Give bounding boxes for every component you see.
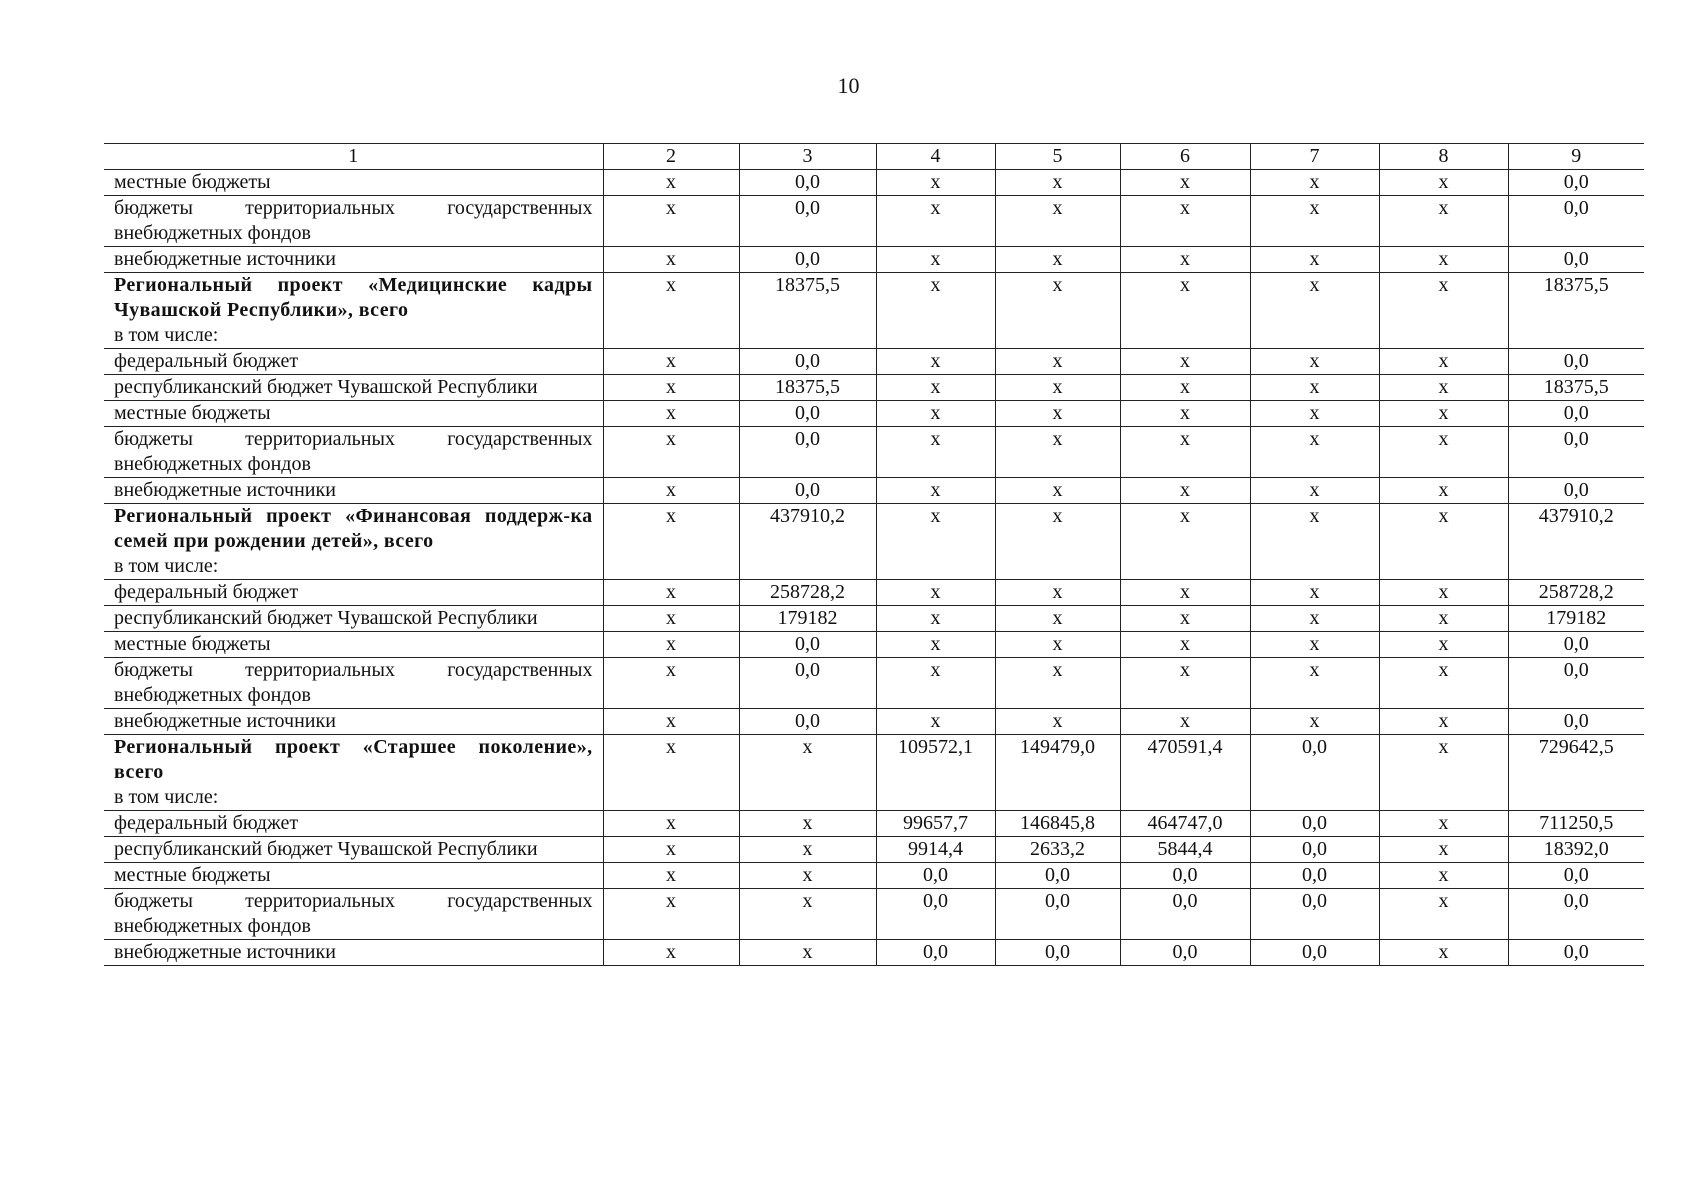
value-cell: x bbox=[1120, 427, 1250, 478]
value-cell: 0,0 bbox=[1508, 401, 1644, 427]
row-label-cell: внебюджетные источники bbox=[104, 940, 603, 966]
value-cell: x bbox=[1379, 889, 1508, 940]
column-number-3: 3 bbox=[739, 144, 876, 170]
value-cell: 0,0 bbox=[1250, 889, 1379, 940]
row-label-cell: внебюджетные источники bbox=[104, 478, 603, 504]
row-label-cell: федеральный бюджет bbox=[104, 811, 603, 837]
value-cell: x bbox=[1250, 580, 1379, 606]
table-row bbox=[104, 427, 1644, 478]
value-cell: x bbox=[1379, 273, 1508, 349]
table-row bbox=[104, 709, 1644, 735]
value-cell: x bbox=[1379, 247, 1508, 273]
value-cell: x bbox=[603, 837, 739, 863]
value-cell: x bbox=[1250, 632, 1379, 658]
value-cell: 0,0 bbox=[739, 401, 876, 427]
value-cell: 0,0 bbox=[1508, 427, 1644, 478]
value-cell: x bbox=[739, 735, 876, 811]
row-label-cell: федеральный бюджет bbox=[104, 580, 603, 606]
value-cell: x bbox=[603, 606, 739, 632]
project-row bbox=[104, 273, 1644, 349]
value-cell: 0,0 bbox=[1508, 349, 1644, 375]
row-label-cell: внебюджетные источники bbox=[104, 247, 603, 273]
value-cell: x bbox=[603, 196, 739, 247]
value-cell: x bbox=[1120, 196, 1250, 247]
column-number-1: 1 bbox=[104, 144, 603, 170]
project-title: Региональный проект «Финансовая поддерж-ка семей при рождении детей», всего bbox=[114, 505, 593, 552]
value-cell: x bbox=[1250, 427, 1379, 478]
value-cell: 0,0 bbox=[1508, 196, 1644, 247]
table-header-row bbox=[104, 144, 1644, 170]
value-cell: x bbox=[876, 580, 995, 606]
project-row bbox=[104, 504, 1644, 580]
value-cell: 18375,5 bbox=[739, 375, 876, 401]
value-cell: x bbox=[995, 349, 1120, 375]
value-cell: x bbox=[1250, 247, 1379, 273]
row-label-cell: местные бюджеты bbox=[104, 170, 603, 196]
value-cell: 0,0 bbox=[1120, 863, 1250, 889]
value-cell: x bbox=[1250, 273, 1379, 349]
value-cell: x bbox=[1250, 375, 1379, 401]
value-cell: x bbox=[876, 196, 995, 247]
value-cell: x bbox=[1250, 478, 1379, 504]
value-cell: x bbox=[739, 889, 876, 940]
project-subtitle: в том числе: bbox=[114, 324, 219, 346]
value-cell: x bbox=[995, 632, 1120, 658]
table-row bbox=[104, 863, 1644, 889]
value-cell: x bbox=[603, 273, 739, 349]
row-label-cell: бюджеты территориальных государственных внебюджетных фондов bbox=[104, 196, 603, 247]
value-cell: x bbox=[1120, 580, 1250, 606]
value-cell: x bbox=[995, 401, 1120, 427]
row-label-cell: федеральный бюджет bbox=[104, 349, 603, 375]
value-cell: x bbox=[995, 658, 1120, 709]
value-cell: 437910,2 bbox=[739, 504, 876, 580]
value-cell: x bbox=[1379, 735, 1508, 811]
project-subtitle: в том числе: bbox=[114, 555, 219, 577]
value-cell: 0,0 bbox=[1250, 863, 1379, 889]
value-cell: x bbox=[603, 504, 739, 580]
table-row bbox=[104, 478, 1644, 504]
value-cell: x bbox=[603, 863, 739, 889]
value-cell: 146845,8 bbox=[995, 811, 1120, 837]
value-cell: x bbox=[1120, 247, 1250, 273]
value-cell: x bbox=[603, 580, 739, 606]
value-cell: x bbox=[1379, 401, 1508, 427]
value-cell: 179182 bbox=[1508, 606, 1644, 632]
budget-table bbox=[104, 143, 1644, 966]
row-label-cell: бюджеты территориальных государственных внебюджетных фондов bbox=[104, 658, 603, 709]
value-cell: x bbox=[876, 401, 995, 427]
value-cell: x bbox=[603, 889, 739, 940]
value-cell: x bbox=[1379, 940, 1508, 966]
value-cell: x bbox=[1379, 478, 1508, 504]
value-cell: x bbox=[995, 273, 1120, 349]
value-cell: x bbox=[1250, 709, 1379, 735]
value-cell: x bbox=[1379, 709, 1508, 735]
value-cell: x bbox=[1379, 580, 1508, 606]
value-cell: x bbox=[876, 247, 995, 273]
value-cell: x bbox=[1379, 375, 1508, 401]
value-cell: x bbox=[876, 658, 995, 709]
project-title: Региональный проект «Старшее поколение», всего bbox=[114, 736, 593, 783]
table-row bbox=[104, 580, 1644, 606]
value-cell: 0,0 bbox=[1508, 170, 1644, 196]
value-cell: x bbox=[1120, 658, 1250, 709]
value-cell: 0,0 bbox=[1508, 889, 1644, 940]
value-cell: 9914,4 bbox=[876, 837, 995, 863]
value-cell: x bbox=[995, 580, 1120, 606]
value-cell: 0,0 bbox=[995, 863, 1120, 889]
value-cell: 0,0 bbox=[1120, 940, 1250, 966]
value-cell: x bbox=[1250, 504, 1379, 580]
value-cell: 0,0 bbox=[739, 709, 876, 735]
value-cell: x bbox=[1120, 709, 1250, 735]
table-row bbox=[104, 349, 1644, 375]
value-cell: 0,0 bbox=[876, 863, 995, 889]
value-cell: x bbox=[1379, 658, 1508, 709]
table-row bbox=[104, 837, 1644, 863]
value-cell: x bbox=[995, 427, 1120, 478]
value-cell: x bbox=[603, 709, 739, 735]
value-cell: 0,0 bbox=[1508, 632, 1644, 658]
table-row bbox=[104, 170, 1644, 196]
row-label-cell: внебюджетные источники bbox=[104, 709, 603, 735]
value-cell: 729642,5 bbox=[1508, 735, 1644, 811]
table-row bbox=[104, 940, 1644, 966]
table-row bbox=[104, 632, 1644, 658]
value-cell: x bbox=[1120, 273, 1250, 349]
column-number-9: 9 bbox=[1508, 144, 1644, 170]
table-row bbox=[104, 375, 1644, 401]
value-cell: x bbox=[603, 349, 739, 375]
value-cell: x bbox=[995, 504, 1120, 580]
value-cell: 258728,2 bbox=[1508, 580, 1644, 606]
value-cell: x bbox=[876, 606, 995, 632]
value-cell: x bbox=[1250, 196, 1379, 247]
column-number-5: 5 bbox=[995, 144, 1120, 170]
value-cell: x bbox=[995, 196, 1120, 247]
value-cell: x bbox=[603, 427, 739, 478]
value-cell: 18375,5 bbox=[739, 273, 876, 349]
row-label-cell: республиканский бюджет Чувашской Республики bbox=[104, 606, 603, 632]
value-cell: x bbox=[876, 709, 995, 735]
value-cell: 109572,1 bbox=[876, 735, 995, 811]
value-cell: x bbox=[876, 170, 995, 196]
value-cell: x bbox=[876, 427, 995, 478]
row-label-cell: республиканский бюджет Чувашской Республики bbox=[104, 837, 603, 863]
row-label-cell: местные бюджеты bbox=[104, 632, 603, 658]
row-label-cell: местные бюджеты bbox=[104, 401, 603, 427]
value-cell: 0,0 bbox=[1250, 940, 1379, 966]
project-subtitle: в том числе: bbox=[114, 786, 219, 808]
column-number-7: 7 bbox=[1250, 144, 1379, 170]
value-cell: x bbox=[1120, 401, 1250, 427]
value-cell: x bbox=[876, 632, 995, 658]
value-cell: 0,0 bbox=[876, 889, 995, 940]
value-cell: x bbox=[1250, 401, 1379, 427]
value-cell: 18375,5 bbox=[1508, 375, 1644, 401]
value-cell: 0,0 bbox=[739, 349, 876, 375]
page-number: 10 bbox=[837, 73, 860, 98]
table-row bbox=[104, 889, 1644, 940]
value-cell: x bbox=[603, 170, 739, 196]
value-cell: x bbox=[995, 375, 1120, 401]
value-cell: 437910,2 bbox=[1508, 504, 1644, 580]
row-label-cell: бюджеты территориальных государственных внебюджетных фондов bbox=[104, 889, 603, 940]
value-cell: x bbox=[603, 375, 739, 401]
value-cell: x bbox=[1379, 427, 1508, 478]
value-cell: 18375,5 bbox=[1508, 273, 1644, 349]
value-cell: 0,0 bbox=[1120, 889, 1250, 940]
value-cell: x bbox=[1379, 632, 1508, 658]
value-cell: x bbox=[1379, 606, 1508, 632]
value-cell: 464747,0 bbox=[1120, 811, 1250, 837]
project-row bbox=[104, 735, 1644, 811]
value-cell: 711250,5 bbox=[1508, 811, 1644, 837]
value-cell: x bbox=[1120, 478, 1250, 504]
value-cell: x bbox=[739, 811, 876, 837]
row-label-cell bbox=[104, 504, 603, 580]
row-label-cell: бюджеты территориальных государственных внебюджетных фондов bbox=[104, 427, 603, 478]
value-cell: 0,0 bbox=[739, 658, 876, 709]
value-cell: 0,0 bbox=[1250, 837, 1379, 863]
value-cell: x bbox=[603, 401, 739, 427]
value-cell: x bbox=[1250, 349, 1379, 375]
value-cell: 258728,2 bbox=[739, 580, 876, 606]
column-number-4: 4 bbox=[876, 144, 995, 170]
table-row bbox=[104, 658, 1644, 709]
value-cell: x bbox=[739, 940, 876, 966]
value-cell: 0,0 bbox=[739, 170, 876, 196]
value-cell: x bbox=[1120, 170, 1250, 196]
value-cell: x bbox=[739, 837, 876, 863]
value-cell: x bbox=[1250, 658, 1379, 709]
value-cell: 99657,7 bbox=[876, 811, 995, 837]
column-number-6: 6 bbox=[1120, 144, 1250, 170]
value-cell: x bbox=[1379, 170, 1508, 196]
value-cell: 0,0 bbox=[995, 940, 1120, 966]
value-cell: x bbox=[876, 349, 995, 375]
value-cell: 2633,2 bbox=[995, 837, 1120, 863]
row-label-cell: местные бюджеты bbox=[104, 863, 603, 889]
value-cell: x bbox=[876, 273, 995, 349]
table-row bbox=[104, 606, 1644, 632]
value-cell: 0,0 bbox=[1250, 811, 1379, 837]
value-cell: x bbox=[739, 863, 876, 889]
value-cell: 18392,0 bbox=[1508, 837, 1644, 863]
value-cell: x bbox=[1379, 811, 1508, 837]
value-cell: 0,0 bbox=[1508, 709, 1644, 735]
value-cell: 5844,4 bbox=[1120, 837, 1250, 863]
value-cell: 470591,4 bbox=[1120, 735, 1250, 811]
table-row bbox=[104, 401, 1644, 427]
value-cell: 149479,0 bbox=[995, 735, 1120, 811]
value-cell: 0,0 bbox=[739, 427, 876, 478]
value-cell: x bbox=[603, 658, 739, 709]
value-cell: x bbox=[1120, 606, 1250, 632]
value-cell: x bbox=[1379, 196, 1508, 247]
value-cell: 0,0 bbox=[1508, 478, 1644, 504]
value-cell: 0,0 bbox=[995, 889, 1120, 940]
row-label-cell: республиканский бюджет Чувашской Республики bbox=[104, 375, 603, 401]
value-cell: 0,0 bbox=[1250, 735, 1379, 811]
value-cell: x bbox=[995, 709, 1120, 735]
value-cell: x bbox=[876, 504, 995, 580]
value-cell: x bbox=[603, 247, 739, 273]
value-cell: x bbox=[1250, 170, 1379, 196]
project-title: Региональный проект «Медицинские кадры Чувашской Республики», всего bbox=[114, 274, 593, 321]
value-cell: 0,0 bbox=[739, 196, 876, 247]
value-cell: x bbox=[603, 811, 739, 837]
row-label-cell bbox=[104, 273, 603, 349]
value-cell: x bbox=[995, 170, 1120, 196]
value-cell: 179182 bbox=[739, 606, 876, 632]
value-cell: x bbox=[876, 478, 995, 504]
value-cell: x bbox=[1120, 375, 1250, 401]
value-cell: x bbox=[876, 375, 995, 401]
value-cell: 0,0 bbox=[739, 632, 876, 658]
column-number-8: 8 bbox=[1379, 144, 1508, 170]
value-cell: x bbox=[1120, 504, 1250, 580]
value-cell: x bbox=[603, 735, 739, 811]
value-cell: x bbox=[1120, 349, 1250, 375]
table-row bbox=[104, 196, 1644, 247]
column-number-2: 2 bbox=[603, 144, 739, 170]
value-cell: x bbox=[603, 940, 739, 966]
value-cell: 0,0 bbox=[1508, 863, 1644, 889]
value-cell: x bbox=[1120, 632, 1250, 658]
value-cell: x bbox=[995, 606, 1120, 632]
table-row bbox=[104, 811, 1644, 837]
value-cell: 0,0 bbox=[876, 940, 995, 966]
value-cell: 0,0 bbox=[1508, 247, 1644, 273]
value-cell: x bbox=[1379, 863, 1508, 889]
value-cell: x bbox=[1250, 606, 1379, 632]
value-cell: x bbox=[603, 632, 739, 658]
value-cell: x bbox=[603, 478, 739, 504]
value-cell: x bbox=[1379, 504, 1508, 580]
value-cell: x bbox=[1379, 349, 1508, 375]
value-cell: x bbox=[995, 478, 1120, 504]
value-cell: 0,0 bbox=[1508, 940, 1644, 966]
table-row bbox=[104, 247, 1644, 273]
value-cell: x bbox=[995, 247, 1120, 273]
row-label-cell bbox=[104, 735, 603, 811]
value-cell: x bbox=[1379, 837, 1508, 863]
value-cell: 0,0 bbox=[1508, 658, 1644, 709]
value-cell: 0,0 bbox=[739, 478, 876, 504]
value-cell: 0,0 bbox=[739, 247, 876, 273]
